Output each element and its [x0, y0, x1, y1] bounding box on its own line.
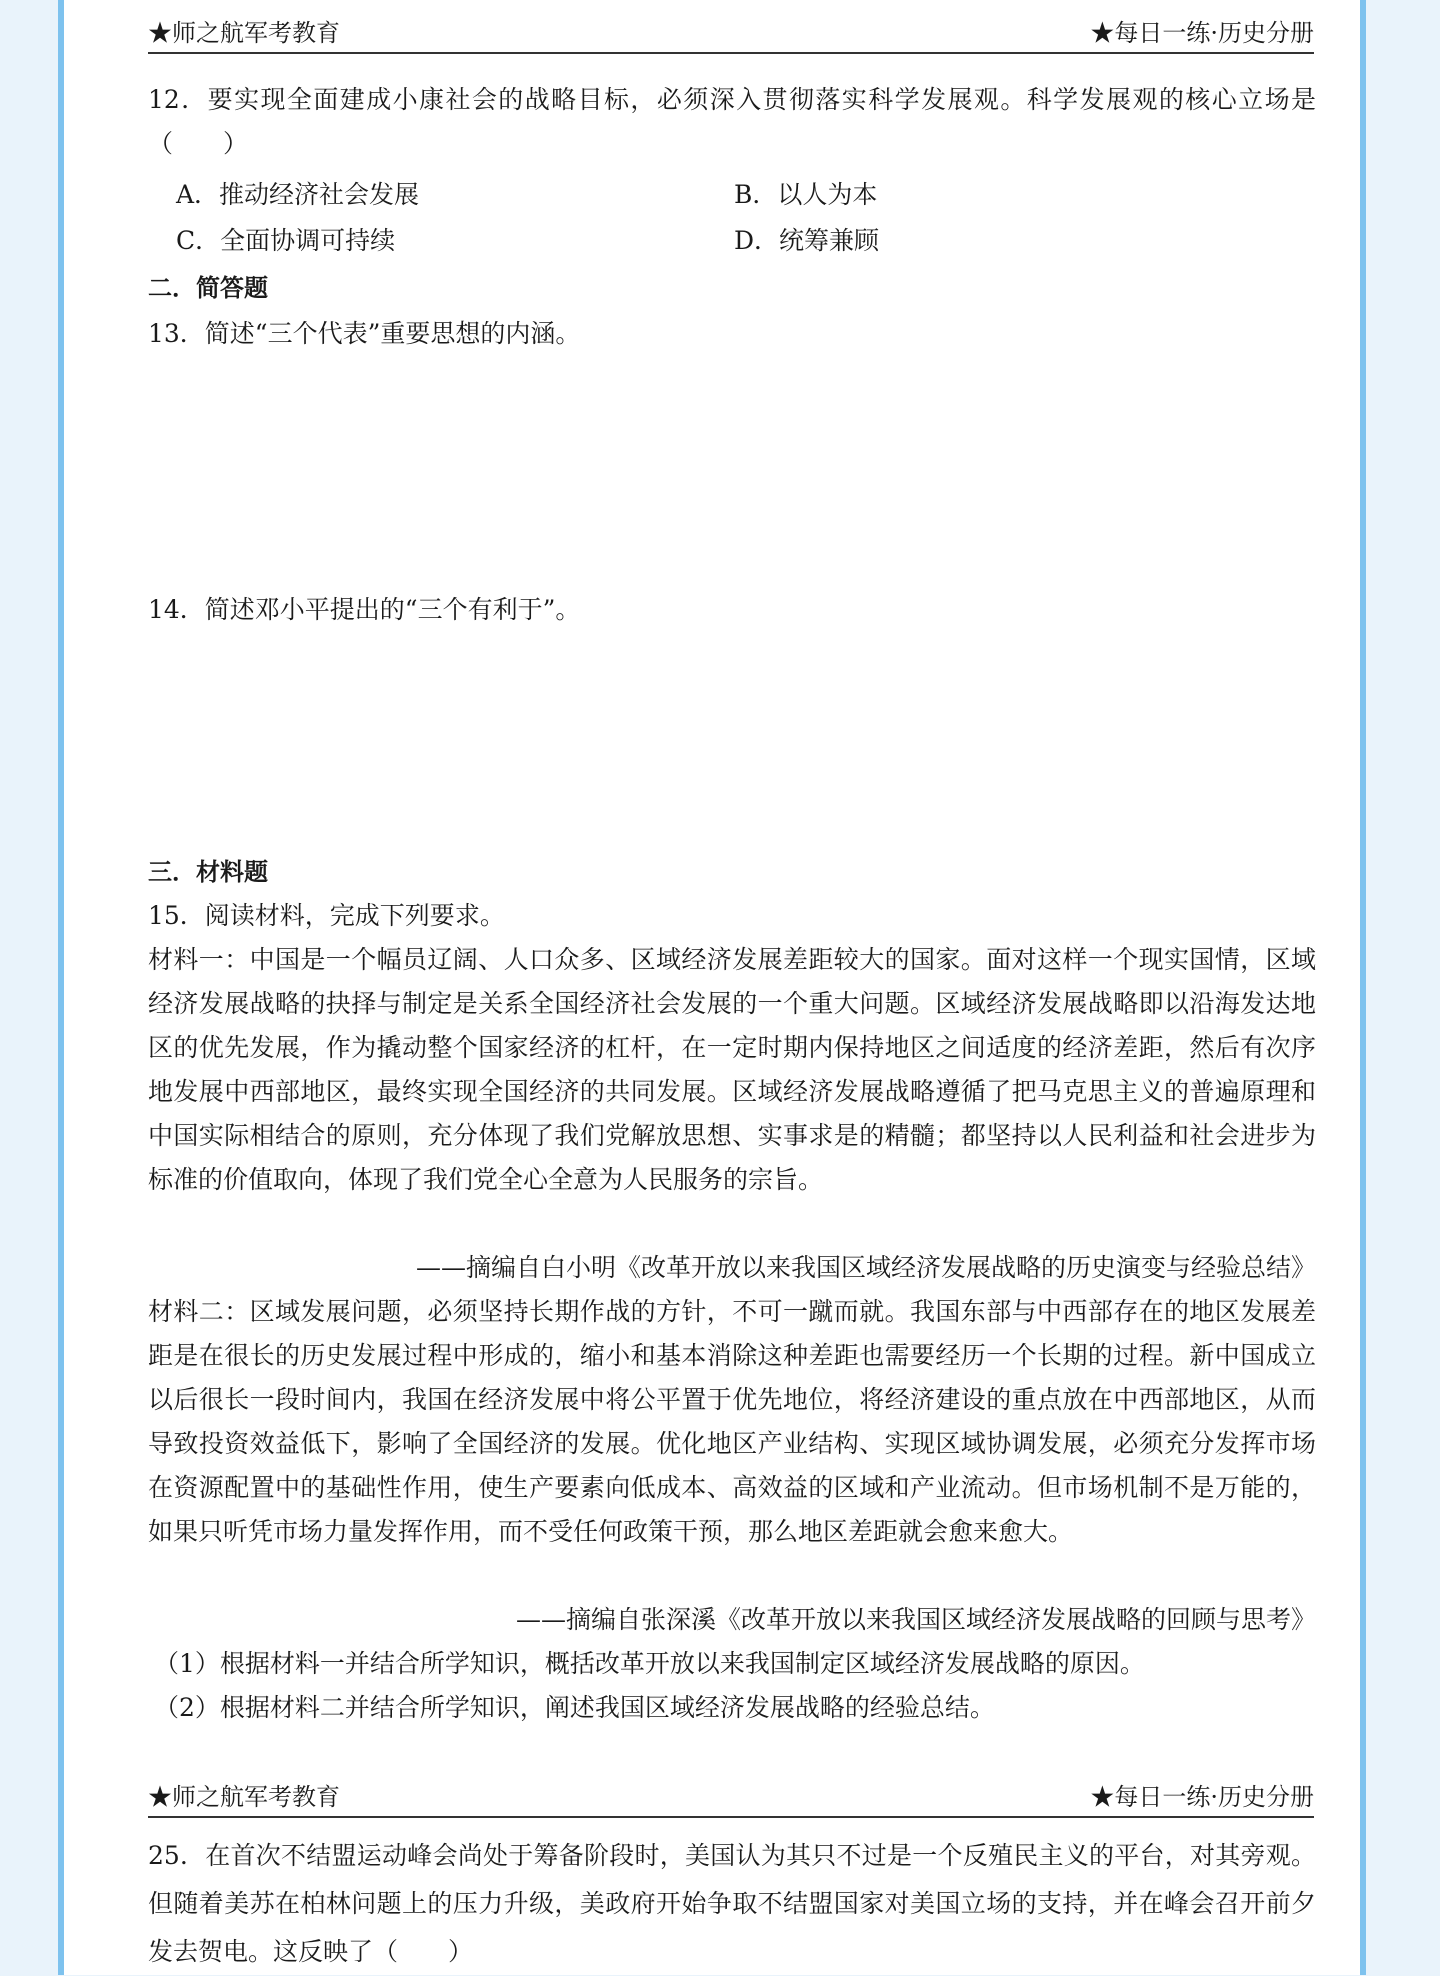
page-header-top: [148, 8, 1314, 54]
page-header-bottom: [148, 1772, 1314, 1818]
option-b: B．以人为本: [734, 180, 878, 209]
option-a: A．推动经济社会发展: [176, 180, 420, 209]
option-d: D．统筹兼顾: [734, 226, 880, 255]
section-3-title: 三．材料题: [148, 858, 268, 886]
material-2-text: 材料二：区域发展问题，必须坚持长期作战的方针，不可一蹴而就。我国东部与中西部存在的地区发展差距是在很长的历史发展过程中形成的，缩小和基本消除这种差距也需要经历一个长期的过程。新中国成立以后很长一段时间内，我国在经济发展中将公平置于优先地位，将经济建设的重点放在中西部地区，从而导致投资效益低下，影响了全国经济的发展。优化地区产业结构、实现区域协调发展，必须充分发挥市场在资源配置中的基础性作用，使生产要素向低成本、高效益的区域和产业流动。但市场机制不是万能的，如果只听凭市场力量发挥作用，而不受任何政策干预，那么地区差距就会愈来愈大。: [148, 1297, 1316, 1546]
header-left-brand: ★师之航军考教育: [148, 19, 340, 47]
question-12-stem: 12．要实现全面建成小康社会的战略目标，必须深入贯彻落实科学发展观。科学发展观的核心立场是（ ）: [148, 85, 1316, 158]
option-c: C．全面协调可持续: [176, 226, 396, 255]
material-1-source: ——摘编自白小明《改革开放以来我国区域经济发展战略的历史演变与经验总结》: [415, 1253, 1316, 1282]
requirement-1: （1）根据材料一并结合所学知识，概括改革开放以来我国制定区域经济发展战略的原因。: [154, 1649, 1145, 1678]
material-1-text: 材料一：中国是一个幅员辽阔、人口众多、区域经济发展差距较大的国家。面对这样一个现实国情，区域经济发展战略的抉择与制定是关系全国经济社会发展的一个重大问题。区域经济发展战略即以沿海发达地区的优先发展，作为撬动整个国家经济的杠杆，在一定时期内保持地区之间适度的经济差距，然后有次序地发展中西部地区，最终实现全国经济的共同发展。区域经济发展战略遵循了把马克思主义的普遍原理和中国实际相结合的原则，充分体现了我们党解放思想、实事求是的精髓；都坚持以人民利益和社会进步为标准的价值取向，体现了我们党全心全意为人民服务的宗旨。: [148, 945, 1316, 1194]
header-right-series: ★每日一练·历史分册: [1090, 19, 1314, 47]
requirement-2: （2）根据材料二并结合所学知识，阐述我国区域经济发展战略的经验总结。: [154, 1693, 995, 1722]
header-left-brand-2: ★师之航军考教育: [148, 1783, 340, 1811]
section-2-title: 二．简答题: [148, 274, 268, 302]
question-13-stem: 13．简述“三个代表”重要思想的内涵。: [148, 319, 581, 348]
question-14-stem: 14．简述邓小平提出的“三个有利于”。: [148, 595, 581, 624]
header-right-series-2: ★每日一练·历史分册: [1090, 1783, 1314, 1811]
question-25-stem: 25．在首次不结盟运动峰会尚处于筹备阶段时，美国认为其只不过是一个反殖民主义的平台，对其旁观。但随着美苏在柏林问题上的压力升级，美政府开始争取不结盟国家对美国立场的支持，并在峰会召开前夕发去贺电。这反映了（ ）: [148, 1841, 1316, 1966]
question-15-stem: 15．阅读材料，完成下列要求。: [148, 901, 505, 930]
material-2-source: ——摘编自张深溪《改革开放以来我国区域经济发展战略的回顾与思考》: [515, 1605, 1316, 1634]
question-12-options: [176, 172, 1176, 264]
